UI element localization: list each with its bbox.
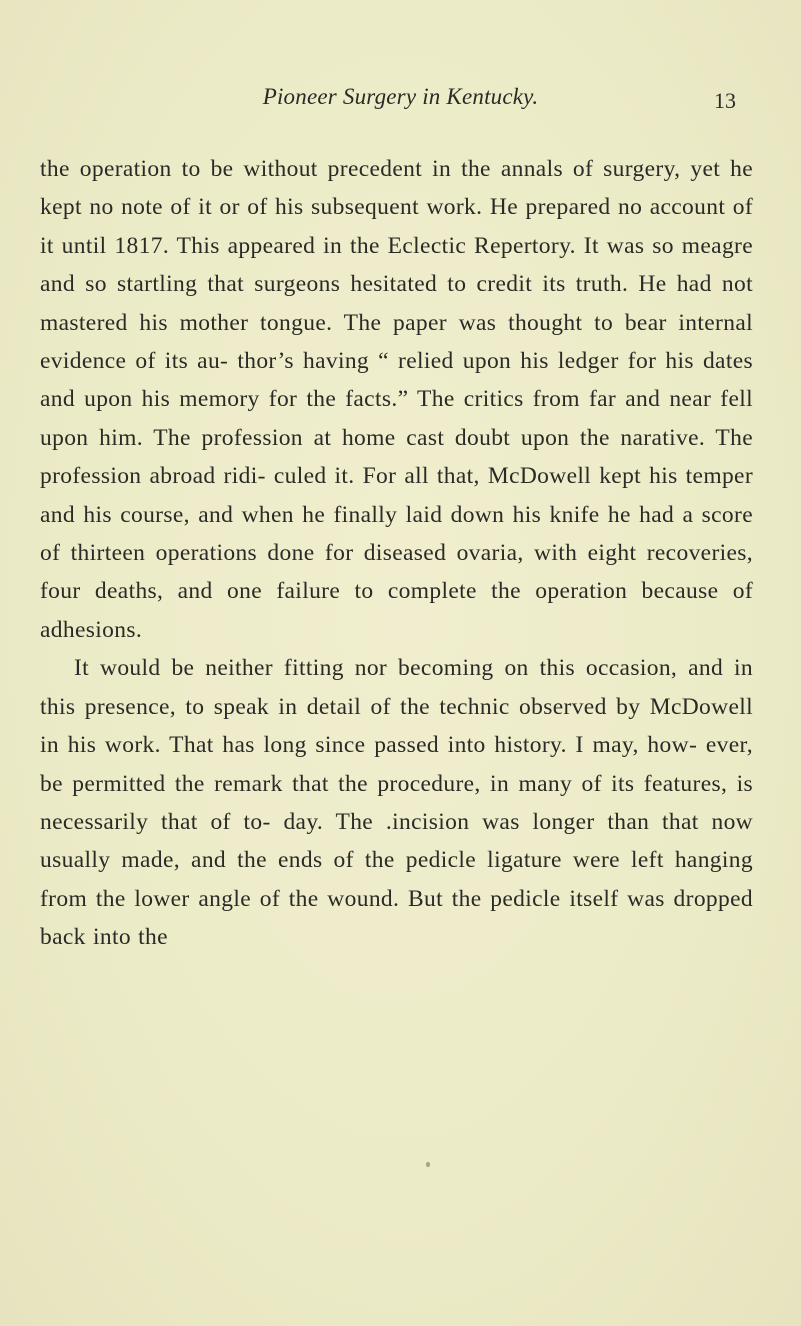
paragraph-1: the operation to be without precedent in the annals of surgery, yet he kept no note of it or of his subsequent work. He prepared no account of it until 1817. This appeared in the Eclectic Repertory. It was so meagre and so startling that surgeons hesitated to credit its truth. He had not mastered his mother tongue. The paper was thought to bear internal evidence of its au- thor’s having “ relied upon his ledger for his dates and upon his memory for the facts.” The critics from far and near fell upon him. The profession at home cast doubt upon the narative. The profession abroad ridi- culed it. For all that, McDowell kept his temper and his course, and when he finally laid down his knife he had a score of thirteen operations done for diseased ovaria, with eight recoveries, four deaths, and one failure to complete the operation because of adhesions.: [40, 156, 753, 643]
running-head: [0, 84, 801, 118]
paper-speck: [426, 1162, 430, 1167]
paragraph-2: It would be neither fitting nor becoming on this occasion, and in this presence, to speak in detail of the technic observed by McDowell in his work. That has long since passed into history. I may, how- ever, be permitted the remark that the procedure, in many of its features, is necessarily that of to- day. The .incision was longer than that now usually made, and the ends of the pedicle ligature were left hanging from the lower angle of the wound. But the pedicle itself was dropped back into the: [40, 655, 753, 951]
running-title: Pioneer Surgery in Kentucky.: [262, 84, 539, 109]
body-text: [40, 150, 753, 957]
page-number: 13: [714, 88, 736, 113]
